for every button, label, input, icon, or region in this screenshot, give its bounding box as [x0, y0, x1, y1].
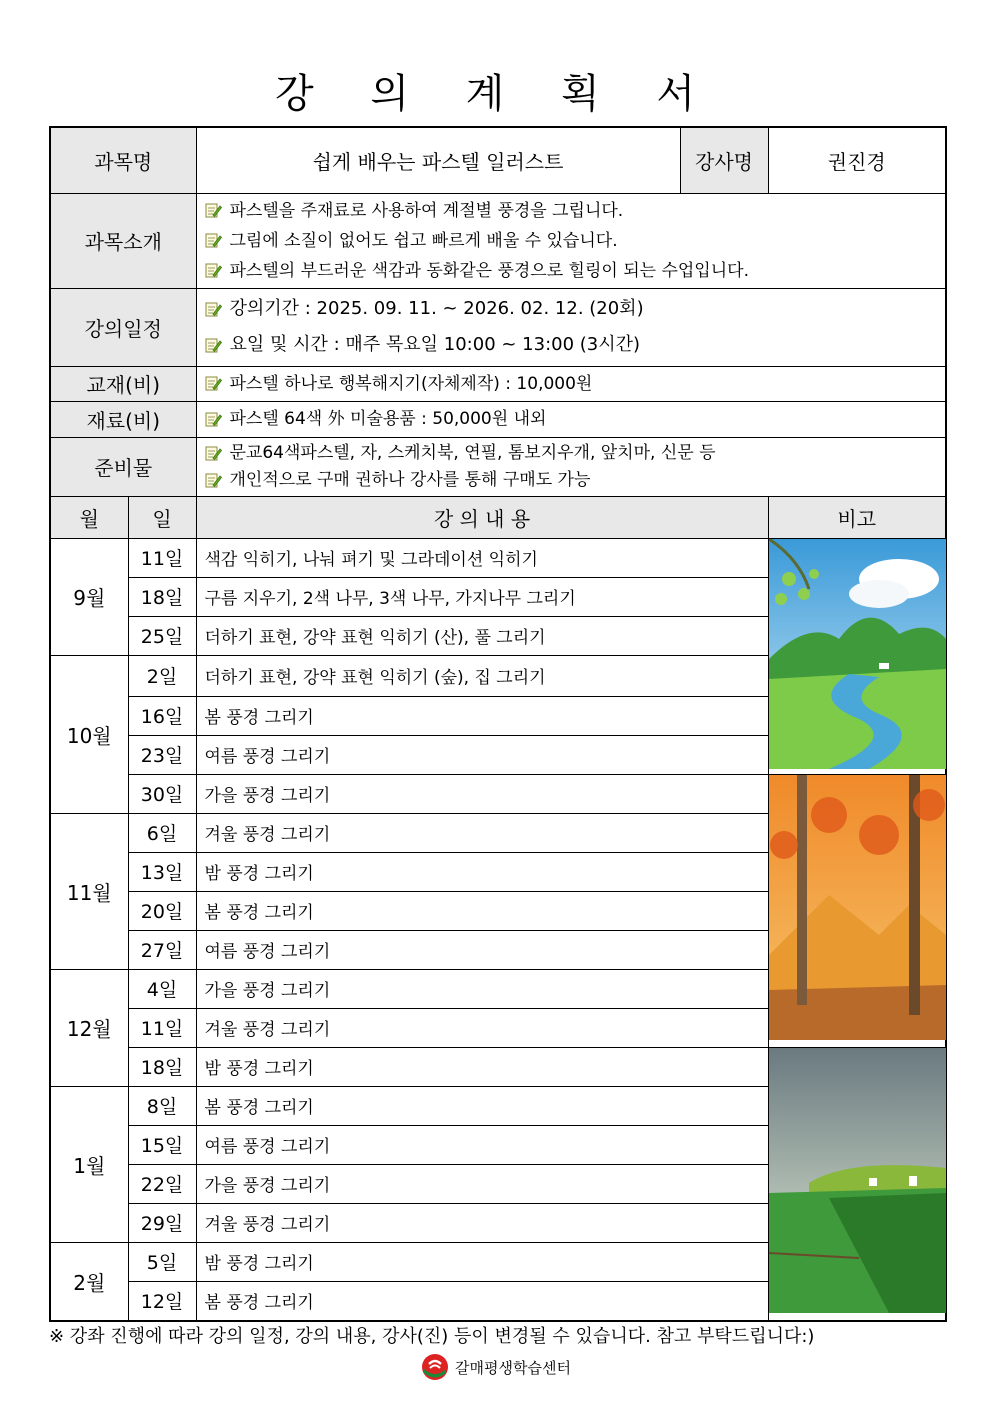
pencil-note-icon	[205, 202, 222, 219]
day-cell: 16일	[128, 696, 196, 735]
day-cell: 29일	[128, 1203, 196, 1242]
day-cell: 13일	[128, 852, 196, 891]
content-cell: 구름 지우기, 2색 나무, 3색 나무, 가지나무 그리기	[196, 577, 768, 616]
day-cell: 30일	[128, 774, 196, 813]
prep-item: 개인적으로 구매 권하나 강사를 통해 구매도 가능	[205, 467, 938, 494]
content-cell: 가을 풍경 그리기	[196, 1164, 768, 1203]
prep-list	[196, 437, 946, 496]
month-header: 월	[50, 496, 128, 538]
pencil-note-icon	[205, 232, 222, 249]
landscape-painting-image	[768, 1047, 946, 1321]
landscape-painting-image	[768, 538, 946, 774]
organization	[0, 1353, 992, 1381]
pencil-note-icon	[205, 301, 222, 318]
day-cell: 18일	[128, 1047, 196, 1086]
day-cell: 4일	[128, 969, 196, 1008]
prep-label: 준비물	[50, 437, 196, 496]
material-value: 파스텔 64색 外 미술용품 : 50,000원 내외	[205, 404, 938, 434]
instructor-label: 강사명	[680, 127, 768, 193]
day-cell: 2일	[128, 655, 196, 696]
schedule-item: 요일 및 시간 : 매주 목요일 10:00 ~ 13:00 (3시간)	[205, 327, 938, 363]
day-cell: 18일	[128, 577, 196, 616]
content-cell: 밤 풍경 그리기	[196, 852, 768, 891]
landscape-painting-image	[768, 774, 946, 1047]
pencil-note-icon	[205, 445, 222, 462]
day-cell: 6일	[128, 813, 196, 852]
intro-item: 파스텔을 주재료로 사용하여 계절별 풍경을 그립니다.	[205, 196, 938, 226]
note-header: 비고	[768, 496, 946, 538]
month-cell: 12월	[50, 969, 128, 1086]
schedule-row	[50, 774, 946, 813]
intro-item: 파스텔의 부드러운 색감과 동화같은 풍경으로 힐링이 되는 수업입니다.	[205, 256, 938, 286]
pencil-note-icon	[205, 375, 222, 392]
day-cell: 11일	[128, 538, 196, 577]
day-cell: 15일	[128, 1125, 196, 1164]
day-cell: 5일	[128, 1242, 196, 1281]
day-cell: 23일	[128, 735, 196, 774]
month-cell: 10월	[50, 655, 128, 813]
pencil-note-icon	[205, 337, 222, 354]
day-cell: 27일	[128, 930, 196, 969]
content-cell: 봄 풍경 그리기	[196, 891, 768, 930]
prep-item: 문교64색파스텔, 자, 스케치북, 연필, 톰보지우개, 앞치마, 신문 등	[205, 440, 938, 467]
textbook-label: 교재(비)	[50, 366, 196, 401]
month-cell: 1월	[50, 1086, 128, 1242]
content-cell: 봄 풍경 그리기	[196, 696, 768, 735]
content-cell: 가을 풍경 그리기	[196, 969, 768, 1008]
subject-value: 쉽게 배우는 파스텔 일러스트	[196, 127, 680, 193]
material-label: 재료(비)	[50, 401, 196, 437]
organization-name: 갈매평생학습센터	[455, 1358, 571, 1377]
pencil-note-icon	[205, 262, 222, 279]
pencil-note-icon	[205, 411, 222, 428]
footer-note: ※ 강좌 진행에 따라 강의 일정, 강의 내용, 강사(진) 등이 변경될 수 있습니다. 참고 부탁드립니다:)	[49, 1326, 815, 1347]
subject-label: 과목명	[50, 127, 196, 193]
day-cell: 22일	[128, 1164, 196, 1203]
schedule-item: 강의기간 : 2025. 09. 11. ~ 2026. 02. 12. (20회)	[205, 291, 938, 327]
content-cell: 색감 익히기, 나눠 펴기 및 그라데이션 익히기	[196, 538, 768, 577]
pencil-note-icon	[205, 472, 222, 489]
schedule-row	[50, 1047, 946, 1086]
day-cell: 11일	[128, 1008, 196, 1047]
schedule-row	[50, 538, 946, 577]
content-cell: 겨울 풍경 그리기	[196, 1203, 768, 1242]
content-cell: 밤 풍경 그리기	[196, 1242, 768, 1281]
center-logo-icon	[421, 1353, 449, 1381]
month-cell: 11월	[50, 813, 128, 969]
document-title: 강 의 계 획 서	[274, 71, 718, 117]
instructor-value: 권진경	[768, 127, 946, 193]
day-header: 일	[128, 496, 196, 538]
day-cell: 8일	[128, 1086, 196, 1125]
content-cell: 겨울 풍경 그리기	[196, 1008, 768, 1047]
day-cell: 20일	[128, 891, 196, 930]
content-cell: 봄 풍경 그리기	[196, 1086, 768, 1125]
content-cell: 봄 풍경 그리기	[196, 1281, 768, 1321]
content-cell: 여름 풍경 그리기	[196, 930, 768, 969]
course-plan-table	[49, 126, 947, 1322]
intro-label: 과목소개	[50, 193, 196, 288]
day-cell: 25일	[128, 616, 196, 655]
intro-list	[196, 193, 946, 288]
content-cell: 더하기 표현, 강약 표현 익히기 (산), 풀 그리기	[196, 616, 768, 655]
content-cell: 여름 풍경 그리기	[196, 1125, 768, 1164]
content-cell: 겨울 풍경 그리기	[196, 813, 768, 852]
content-cell: 가을 풍경 그리기	[196, 774, 768, 813]
content-cell: 밤 풍경 그리기	[196, 1047, 768, 1086]
content-cell: 여름 풍경 그리기	[196, 735, 768, 774]
content-cell: 더하기 표현, 강약 표현 익히기 (숲), 집 그리기	[196, 655, 768, 696]
month-cell: 9월	[50, 538, 128, 655]
intro-item: 그림에 소질이 없어도 쉽고 빠르게 배울 수 있습니다.	[205, 226, 938, 256]
content-header: 강 의 내 용	[196, 496, 768, 538]
month-cell: 2월	[50, 1242, 128, 1321]
schedule-label: 강의일정	[50, 288, 196, 366]
schedule-list	[196, 288, 946, 366]
textbook-value: 파스텔 하나로 행복해지기(자체제작) : 10,000원	[205, 369, 938, 399]
day-cell: 12일	[128, 1281, 196, 1321]
